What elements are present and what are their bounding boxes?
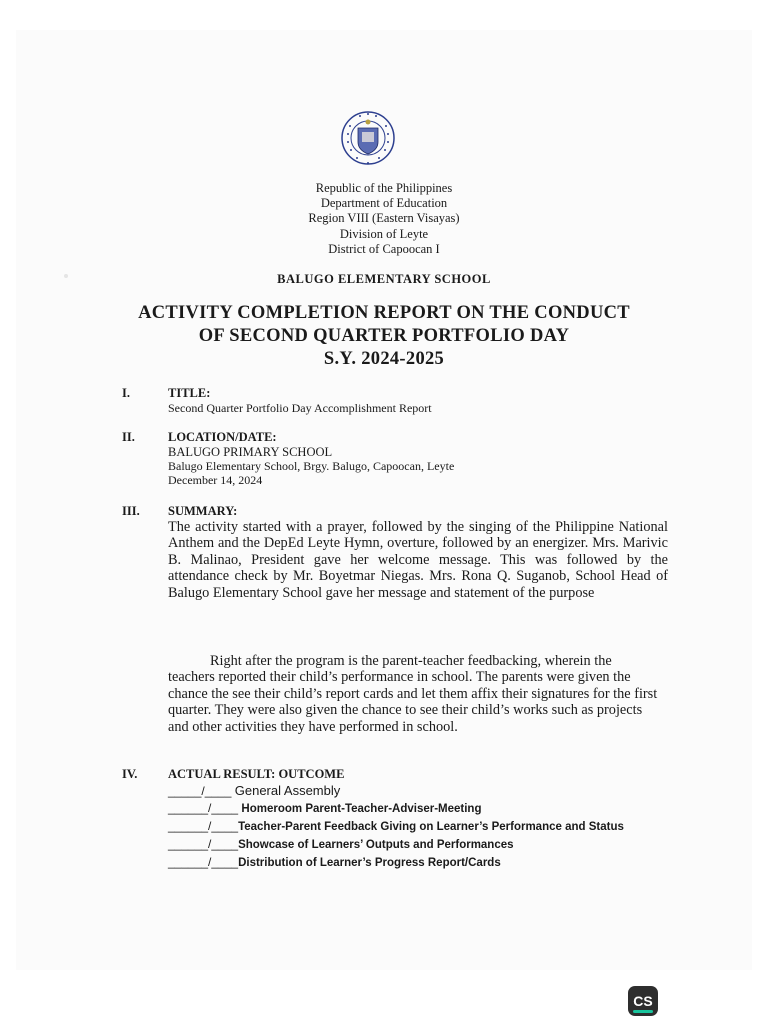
check-mark: ______/____ [168, 801, 239, 815]
camscanner-badge[interactable]: CS [628, 986, 658, 1016]
location-date: December 14, 2024 [168, 473, 263, 487]
check-mark: ______/____ [168, 855, 239, 869]
check-mark: ______/____ [168, 819, 239, 833]
agency-line: Republic of the Philippines [315, 181, 453, 195]
outcome-item [168, 818, 668, 836]
title-line: S.Y. 2024-2025 [323, 349, 445, 369]
agency-line: Department of Education [320, 196, 448, 211]
outcome-item [168, 854, 668, 872]
agency-line: District of Capoocan I [328, 241, 440, 256]
summary-paragraph-2: Right after the program is the parent-teacher feedbacking, wherein the teachers reported their child’s performance in school. The parents were given the chance the see their child’s report cards and let them affix their signatures for the first quarter. They were also given the chance to see their child’s works such as projects and other activities they have performed in school. [168, 653, 658, 735]
section-text: Second Quarter Portfolio Day Accomplishment Report [168, 401, 432, 415]
check-mark: _____/____ [168, 784, 232, 798]
deped-seal-logo [340, 108, 396, 172]
summary-paragraph: The activity started with a prayer, followed by the singing of the Philippine National Anthem and the DepEd Leyte Hymn, overture, followed by an energizer. Mrs. Marivic B. Malinao, President gave her welcome message. This was followed by the attendance check by Mr. Boyetmar Niegas. Mrs. Rona Q. Suganob, School Head of Balugo Elementary School gave her message and statement of the purpose [168, 519, 668, 601]
section-heading: SUMMARY: [168, 504, 238, 518]
outcome-label: Teacher-Parent Feedback Giving on Learner’s Performance and Status [238, 821, 624, 833]
agency-line: Division of Leyte [339, 226, 429, 241]
section-heading: TITLE: [168, 386, 211, 400]
section-heading: LOCATION/DATE: [168, 430, 277, 444]
outcome-item [168, 836, 668, 854]
outcome-label: Homeroom Parent-Teacher-Adviser-Meeting [241, 803, 482, 815]
section-number: IV. [122, 767, 138, 781]
location-name: BALUGO PRIMARY SCHOOL [168, 445, 333, 459]
section-number: III. [122, 504, 140, 518]
section-number: II. [122, 430, 135, 444]
report-title [0, 302, 768, 371]
location-address: Balugo Elementary School, Brgy. Balugo, Capoocan, Leyte [168, 459, 455, 473]
section-number: I. [122, 386, 130, 400]
outcome-item [168, 800, 668, 818]
outcome-label: General Assembly [234, 783, 341, 798]
check-mark: ______/____ [168, 837, 239, 851]
title-line: ACTIVITY COMPLETION REPORT ON THE CONDUCT [138, 303, 630, 323]
outcome-label: Distribution of Learner’s Progress Report/Cards [238, 857, 501, 869]
section-heading: ACTUAL RESULT: OUTCOME [168, 767, 345, 781]
outcome-label: Showcase of Learners’ Outputs and Performances [238, 839, 514, 851]
school-name: BALUGO ELEMENTARY SCHOOL [277, 272, 491, 286]
title-line: OF SECOND QUARTER PORTFOLIO DAY [198, 326, 570, 346]
agency-header [0, 181, 768, 257]
agency-line: Region VIII (Eastern Visayas) [308, 211, 460, 226]
outcome-item [168, 782, 668, 800]
